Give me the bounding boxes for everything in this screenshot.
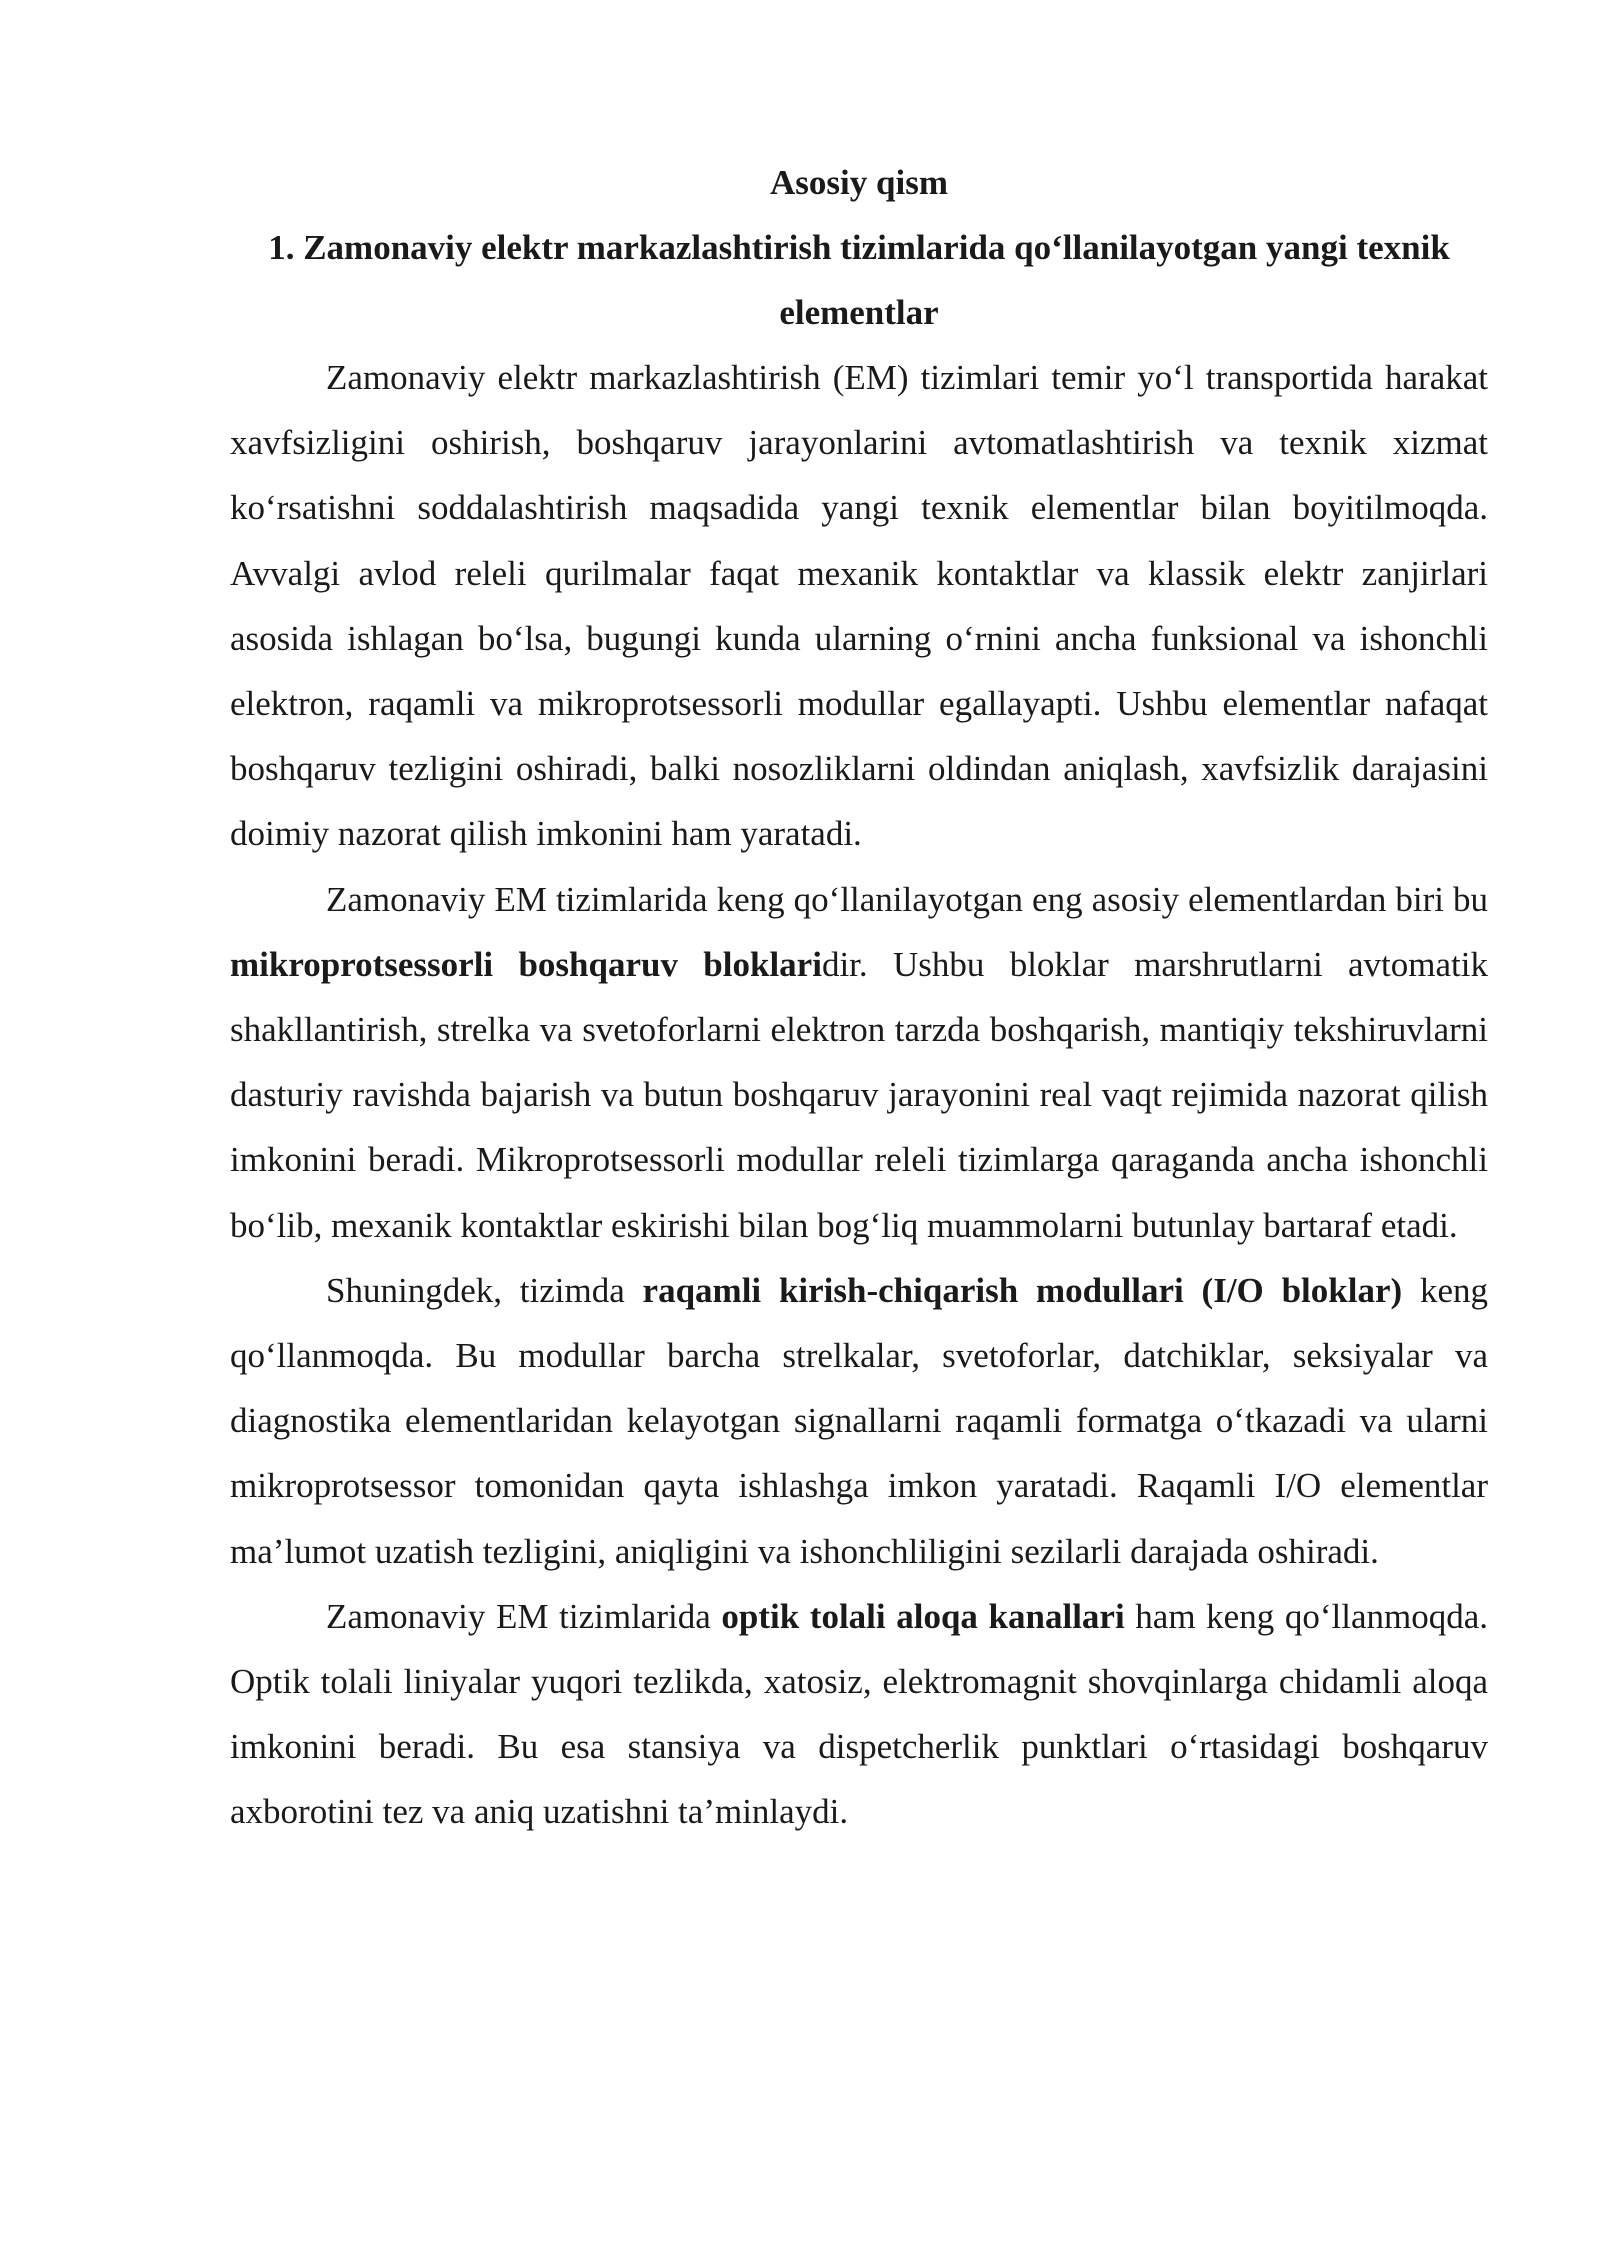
- paragraph-text: keng qo‘llanmoqda. Bu modullar barcha strelkalar, svetoforlar, datchiklar, seksiyalar va diagnostika elementlaridan kelayotgan signallarni raqamli formatga o‘tkazadi va ularni mikroprotsessor tomonidan qayta ishlashga imkon yaratadi. Raqamli I/O elementlar ma’lumot uzatish tezligini, aniqligini va ishonchliligini sezilarli darajada oshiradi.: [230, 1270, 1488, 1571]
- bold-term: raqamli kirish-chiqarish modullari (I/O bloklar): [642, 1270, 1403, 1310]
- bold-term: mikroprotsessorli boshqaruv bloklari: [230, 944, 822, 984]
- paragraph-text: Zamonaviy elektr markazlashtirish (EM) tizimlari temir yo‘l transportida harakat xavfsizligini oshirish, boshqaruv jarayonlarini avtomatlashtirish va texnik xizmat ko‘rsatishni soddalashtirish maqsadida yangi texnik elementlar bilan boyitilmoqda. Avvalgi avlod releli qurilmalar faqat mexanik kontaktlar va klassik elektr zanjirlari asosida ishlagan bo‘lsa, bugungi kunda ularning o‘rnini ancha funksional va ishonchli elektron, raqamli va mikroprotsessorli modullar egallayapti. Ushbu elementlar nafaqat boshqaruv tezligini oshiradi, balki nosozliklarni oldindan aniqlash, xavfsizlik darajasini doimiy nazorat qilish imkonini ham yaratadi.: [230, 358, 1488, 854]
- paragraph-text: dir. Ushbu bloklar marshrutlarni avtomatik shakllantirish, strelka va svetoforlarni elektron tarzda boshqarish, mantiqiy tekshiruvlarni dasturiy ravishda bajarish va butun boshqaruv jarayonini real vaqt rejimida nazorat qilish imkonini beradi. Mikroprotsessorli modullar releli tizimlarga qaraganda ancha ishonchli bo‘lib, mexanik kontaktlar eskirishi bilan bog‘liq muammolarni butunlay bartaraf etadi.: [230, 944, 1488, 1245]
- paragraph: [230, 1584, 1488, 1845]
- chapter-title: 1. Zamonaviy elektr markazlashtirish tizimlarida qo‘llanilayotgan yangi texnik elementlar: [268, 228, 1450, 332]
- paragraph: [230, 1258, 1488, 1584]
- paragraph-text: Shuningdek, tizimda: [326, 1270, 643, 1310]
- paragraph-text: ham keng qo‘llanmoqda. Optik tolali liniyalar yuqori tezlikda, xatosiz, elektromagnit shovqinlarga chidamli aloqa imkonini beradi. Bu esa stansiya va dispetcherlik punktlari o‘rtasidagi boshqaruv axborotini tez va aniq uzatishni ta’minlaydi.: [230, 1596, 1488, 1832]
- section-title: Asosiy qism: [770, 163, 948, 202]
- paragraph: [230, 345, 1488, 867]
- document-page: [230, 150, 1488, 1845]
- bold-term: optik tolali aloqa kanallari: [721, 1596, 1125, 1636]
- paragraph: [230, 867, 1488, 1258]
- paragraph-text: Zamonaviy EM tizimlarida keng qo‘llanilayotgan eng asosiy elementlardan biri bu: [326, 879, 1488, 919]
- paragraph-text: Zamonaviy EM tizimlarida: [326, 1596, 722, 1636]
